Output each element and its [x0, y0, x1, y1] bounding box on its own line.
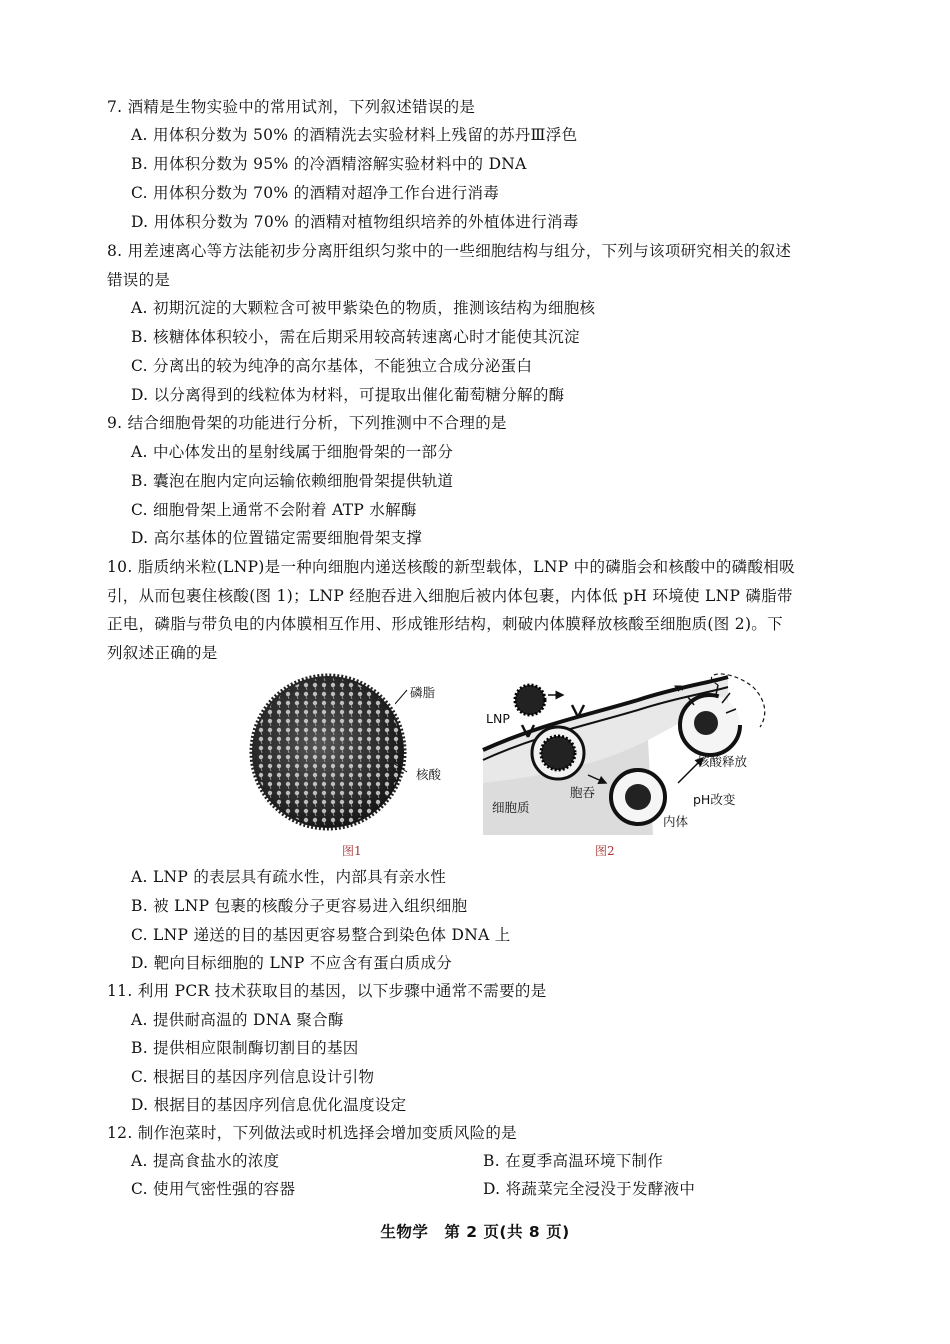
q7-option-d: D. 用体积分数为 70% 的酒精对植物组织培养的外植体进行消毒	[131, 213, 579, 231]
q9-stem: 9. 结合细胞骨架的功能进行分析，下列推测中不合理的是	[107, 414, 507, 432]
q12-option-d: D. 将蔬菜完全浸没于发酵液中	[483, 1180, 696, 1198]
q7-option-b: B. 用体积分数为 95% 的冷酒精溶解实验材料中的 DNA	[131, 155, 527, 173]
q9-option-a: A. 中心体发出的星射线属于细胞骨架的一部分	[131, 443, 454, 461]
fig2-label-ph-change: pH改变	[693, 792, 736, 807]
page-footer: 生物学 第 2 页(共 8 页)	[380, 1223, 570, 1241]
q11-option-d: D. 根据目的基因序列信息优化温度设定	[131, 1096, 407, 1114]
q12-option-b: B. 在夏季高温环境下制作	[483, 1152, 664, 1170]
q8-stem-line1: 8. 用差速离心等方法能初步分离肝组织匀浆中的一些细胞结构与组分，下列与该项研究相关的叙述	[107, 242, 792, 260]
q8-option-b: B. 核糖体体积较小，需在后期采用较高转速离心时才能使其沉淀	[131, 328, 580, 346]
fig2-label-endocytosis: 胞吞	[570, 785, 596, 800]
fig1-label-lipid: 磷脂	[410, 685, 436, 700]
q7-option-c: C. 用体积分数为 70% 的酒精对超净工作台进行消毒	[131, 184, 500, 202]
q10-stem-line2: 引，从而包裹住核酸(图 1)；LNP 经胞吞进入细胞后被内体包裹，内体低 pH 环境使 LNP 磷脂带	[107, 587, 793, 605]
q10-stem-line1: 10. 脂质纳米粒(LNP)是一种向细胞内递送核酸的新型载体，LNP 中的磷脂会和核酸中的磷酸相吸	[107, 558, 795, 576]
q12-option-c: C. 使用气密性强的容器	[131, 1180, 296, 1198]
q7-option-a: A. 用体积分数为 50% 的酒精洗去实验材料上残留的苏丹Ⅲ浮色	[131, 126, 578, 144]
fig2-label-lnp: LNP	[486, 711, 510, 726]
q10-option-c: C. LNP 递送的目的基因更容易整合到染色体 DNA 上	[131, 926, 511, 944]
q7-stem: 7. 酒精是生物实验中的常用试剂，下列叙述错误的是	[107, 98, 476, 116]
fig2-label-endosome: 内体	[663, 814, 689, 829]
fig2-label-cytoplasm: 细胞质	[492, 800, 530, 815]
q11-option-c: C. 根据目的基因序列信息设计引物	[131, 1068, 375, 1086]
q8-option-a: A. 初期沉淀的大颗粒含可被甲紫染色的物质，推测该结构为细胞核	[131, 299, 596, 317]
fig1-label-nucleic-acid: 核酸	[416, 767, 442, 782]
q11-option-b: B. 提供相应限制酶切割目的基因	[131, 1039, 359, 1057]
q10-stem-line4: 列叙述正确的是	[107, 644, 218, 662]
q9-option-b: B. 囊泡在胞内定向运输依赖细胞骨架提供轨道	[131, 472, 454, 490]
fig2-caption: 图2	[595, 844, 615, 858]
q11-stem: 11. 利用 PCR 技术获取目的基因，以下步骤中通常不需要的是	[107, 982, 547, 1000]
fig2-label-nucleic-release: 核酸释放	[697, 754, 748, 769]
q8-option-d: D. 以分离得到的线粒体为材料，可提取出催化葡萄糖分解的酶	[131, 386, 565, 404]
q10-stem-line3: 正电，磷脂与带负电的内体膜相互作用、形成锥形结构，刺破内体膜释放核酸至细胞质(图 2)。下	[107, 615, 783, 633]
q10-option-d: D. 靶向目标细胞的 LNP 不应含有蛋白质成分	[131, 954, 453, 972]
q9-option-c: C. 细胞骨架上通常不会附着 ATP 水解酶	[131, 501, 417, 519]
q10-option-b: B. 被 LNP 包裹的核酸分子更容易进入组织细胞	[131, 897, 468, 915]
lnp-particle-figure	[248, 672, 408, 832]
q8-option-c: C. 分离出的较为纯净的高尔基体，不能独立合成分泌蛋白	[131, 357, 533, 375]
fig1-caption: 图1	[342, 844, 362, 858]
q12-option-a: A. 提高食盐水的浓度	[131, 1152, 280, 1170]
q11-option-a: A. 提供耐高温的 DNA 聚合酶	[131, 1011, 344, 1029]
q8-stem-line2: 错误的是	[107, 271, 171, 289]
q9-option-d: D. 高尔基体的位置锚定需要细胞骨架支撑	[131, 529, 423, 547]
q10-option-a: A. LNP 的表层具有疏水性，内部具有亲水性	[131, 868, 447, 886]
q12-stem: 12. 制作泡菜时，下列做法或时机选择会增加变质风险的是	[107, 1124, 517, 1142]
